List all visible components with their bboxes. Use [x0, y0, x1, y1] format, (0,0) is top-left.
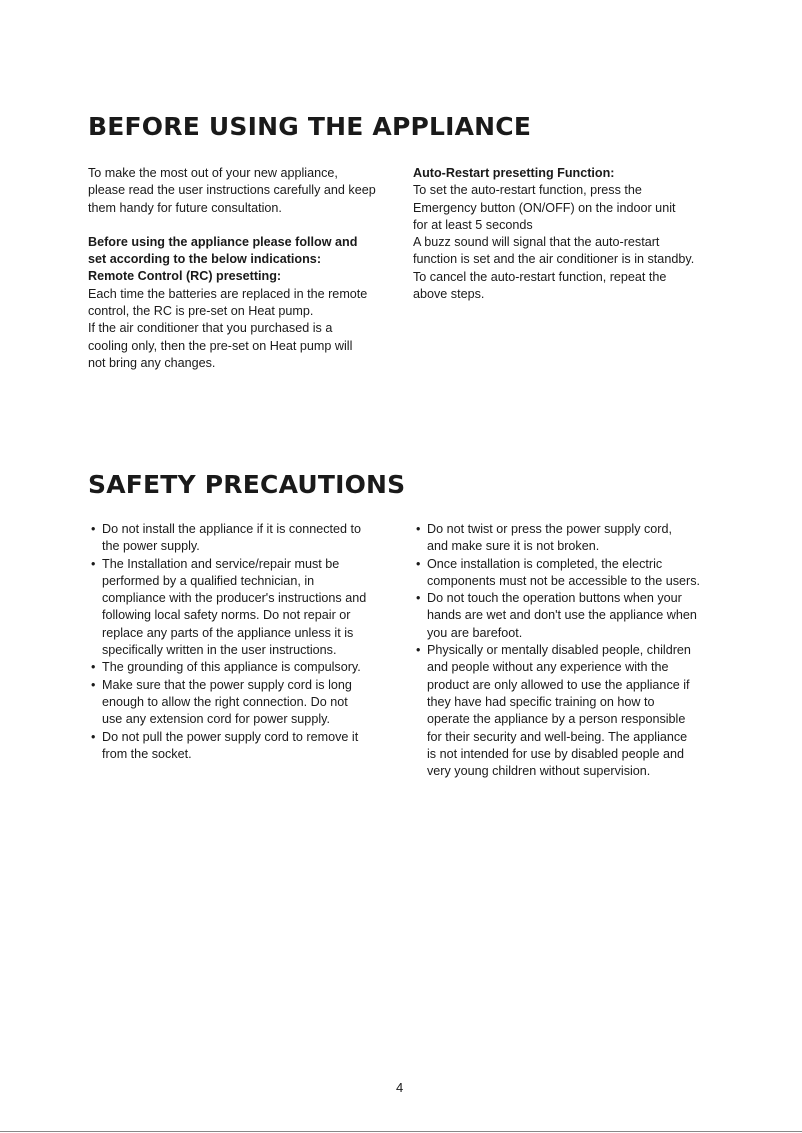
- list-item: [413, 556, 733, 591]
- paragraph: [88, 286, 408, 372]
- text-line: control, the RC is pre-set on Heat pump.: [88, 304, 314, 319]
- text-line: specifically written in the user instructions.: [102, 643, 337, 658]
- text-line: Do not pull the power supply cord to remove it: [102, 729, 359, 744]
- auto-restart-column: [413, 165, 733, 303]
- text-line: The Installation and service/repair must be: [102, 556, 340, 571]
- text-line: for at least 5 seconds: [413, 217, 533, 232]
- text-line: function is set and the air conditioner is in standby.: [413, 252, 695, 267]
- text-line: and make sure it is not broken.: [427, 539, 600, 554]
- text-line: enough to allow the right connection. Do not: [102, 694, 348, 709]
- paragraph-gap: [88, 217, 408, 234]
- text-line: following local safety norms. Do not repair or: [102, 608, 351, 623]
- text-line: and people without any experience with the: [427, 660, 669, 675]
- list-item: [413, 521, 733, 556]
- text-line: product are only allowed to use the appliance if: [427, 677, 690, 692]
- bullet-icon: •: [416, 643, 421, 658]
- bullet-icon: •: [416, 591, 421, 606]
- text-line: Physically or mentally disabled people, children: [427, 643, 691, 658]
- text-line: Emergency button (ON/OFF) on the indoor unit: [413, 200, 676, 215]
- section-title-before-using: BEFORE USING THE APPLIANCE: [88, 112, 532, 141]
- list-item: [88, 729, 408, 764]
- text-line: they have had specific training on how to: [427, 694, 655, 709]
- text-line: them handy for future consultation.: [88, 200, 282, 215]
- text-line: Auto-Restart presetting Function:: [413, 166, 615, 180]
- text-line: Make sure that the power supply cord is long: [102, 677, 352, 692]
- text-line: is not intended for use by disabled people and: [427, 746, 684, 761]
- safety-left-list: [88, 521, 408, 763]
- text-line: Each time the batteries are replaced in the remote: [88, 286, 368, 301]
- text-line: A buzz sound will signal that the auto-restart: [413, 235, 660, 250]
- text-line: use any extension cord for power supply.: [102, 712, 330, 727]
- text-line: Remote Control (RC) presetting:: [88, 269, 282, 284]
- bullet-icon: •: [91, 729, 96, 744]
- list-item: [88, 659, 408, 676]
- paragraph: [413, 182, 733, 303]
- bullet-icon: •: [416, 522, 421, 536]
- text-line: you are barefoot.: [427, 625, 523, 640]
- intro-left-column: [88, 165, 408, 372]
- text-line: cooling only, then the pre-set on Heat pump will: [88, 338, 353, 353]
- text-line: performed by a qualified technician, in: [102, 573, 315, 588]
- safety-right-list: [413, 521, 733, 780]
- text-line: compliance with the producer's instructions and: [102, 591, 367, 606]
- text-line: very young children without supervision.: [427, 764, 651, 779]
- text-line: above steps.: [413, 287, 485, 302]
- paragraph: [88, 165, 408, 217]
- text-line: To cancel the auto-restart function, repeat the: [413, 269, 667, 284]
- bullet-icon: •: [91, 677, 96, 692]
- text-line: operate the appliance by a person responsible: [427, 712, 686, 727]
- text-line: If the air conditioner that you purchased is a: [88, 321, 333, 336]
- text-line: Do not install the appliance if it is connected to: [102, 522, 362, 536]
- text-line: Do not twist or press the power supply cord,: [427, 522, 672, 536]
- text-line: To set the auto-restart function, press the: [413, 183, 642, 198]
- list-item: [413, 590, 733, 642]
- paragraph: [413, 165, 733, 182]
- text-line: components must not be accessible to the users.: [427, 573, 701, 588]
- text-line: for their security and well-being. The appliance: [427, 729, 688, 744]
- bullet-icon: •: [91, 660, 96, 675]
- text-line: please read the user instructions carefully and keep: [88, 183, 376, 198]
- paragraph: [88, 234, 408, 286]
- text-line: Before using the appliance please follow and: [88, 234, 358, 249]
- text-line: Once installation is completed, the electric: [427, 556, 663, 571]
- list-item: [88, 521, 408, 556]
- text-line: Do not touch the operation buttons when your: [427, 591, 682, 606]
- text-line: from the socket.: [102, 746, 192, 761]
- text-line: set according to the below indications:: [88, 252, 322, 267]
- list-item: [88, 677, 408, 729]
- section-title-safety: SAFETY PRECAUTIONS: [88, 470, 406, 499]
- page-number: 4: [396, 1080, 404, 1095]
- bullet-icon: •: [91, 522, 96, 536]
- list-item: [413, 642, 733, 780]
- bottom-rule: [0, 1131, 802, 1132]
- bullet-icon: •: [416, 556, 421, 571]
- list-item: [88, 556, 408, 660]
- text-line: hands are wet and don't use the appliance when: [427, 608, 697, 623]
- bullet-icon: •: [91, 556, 96, 571]
- text-line: To make the most out of your new appliance,: [88, 166, 338, 180]
- text-line: The grounding of this appliance is compulsory.: [102, 660, 361, 675]
- text-line: not bring any changes.: [88, 355, 216, 370]
- text-line: the power supply.: [102, 539, 200, 554]
- text-line: replace any parts of the appliance unless it is: [102, 625, 354, 640]
